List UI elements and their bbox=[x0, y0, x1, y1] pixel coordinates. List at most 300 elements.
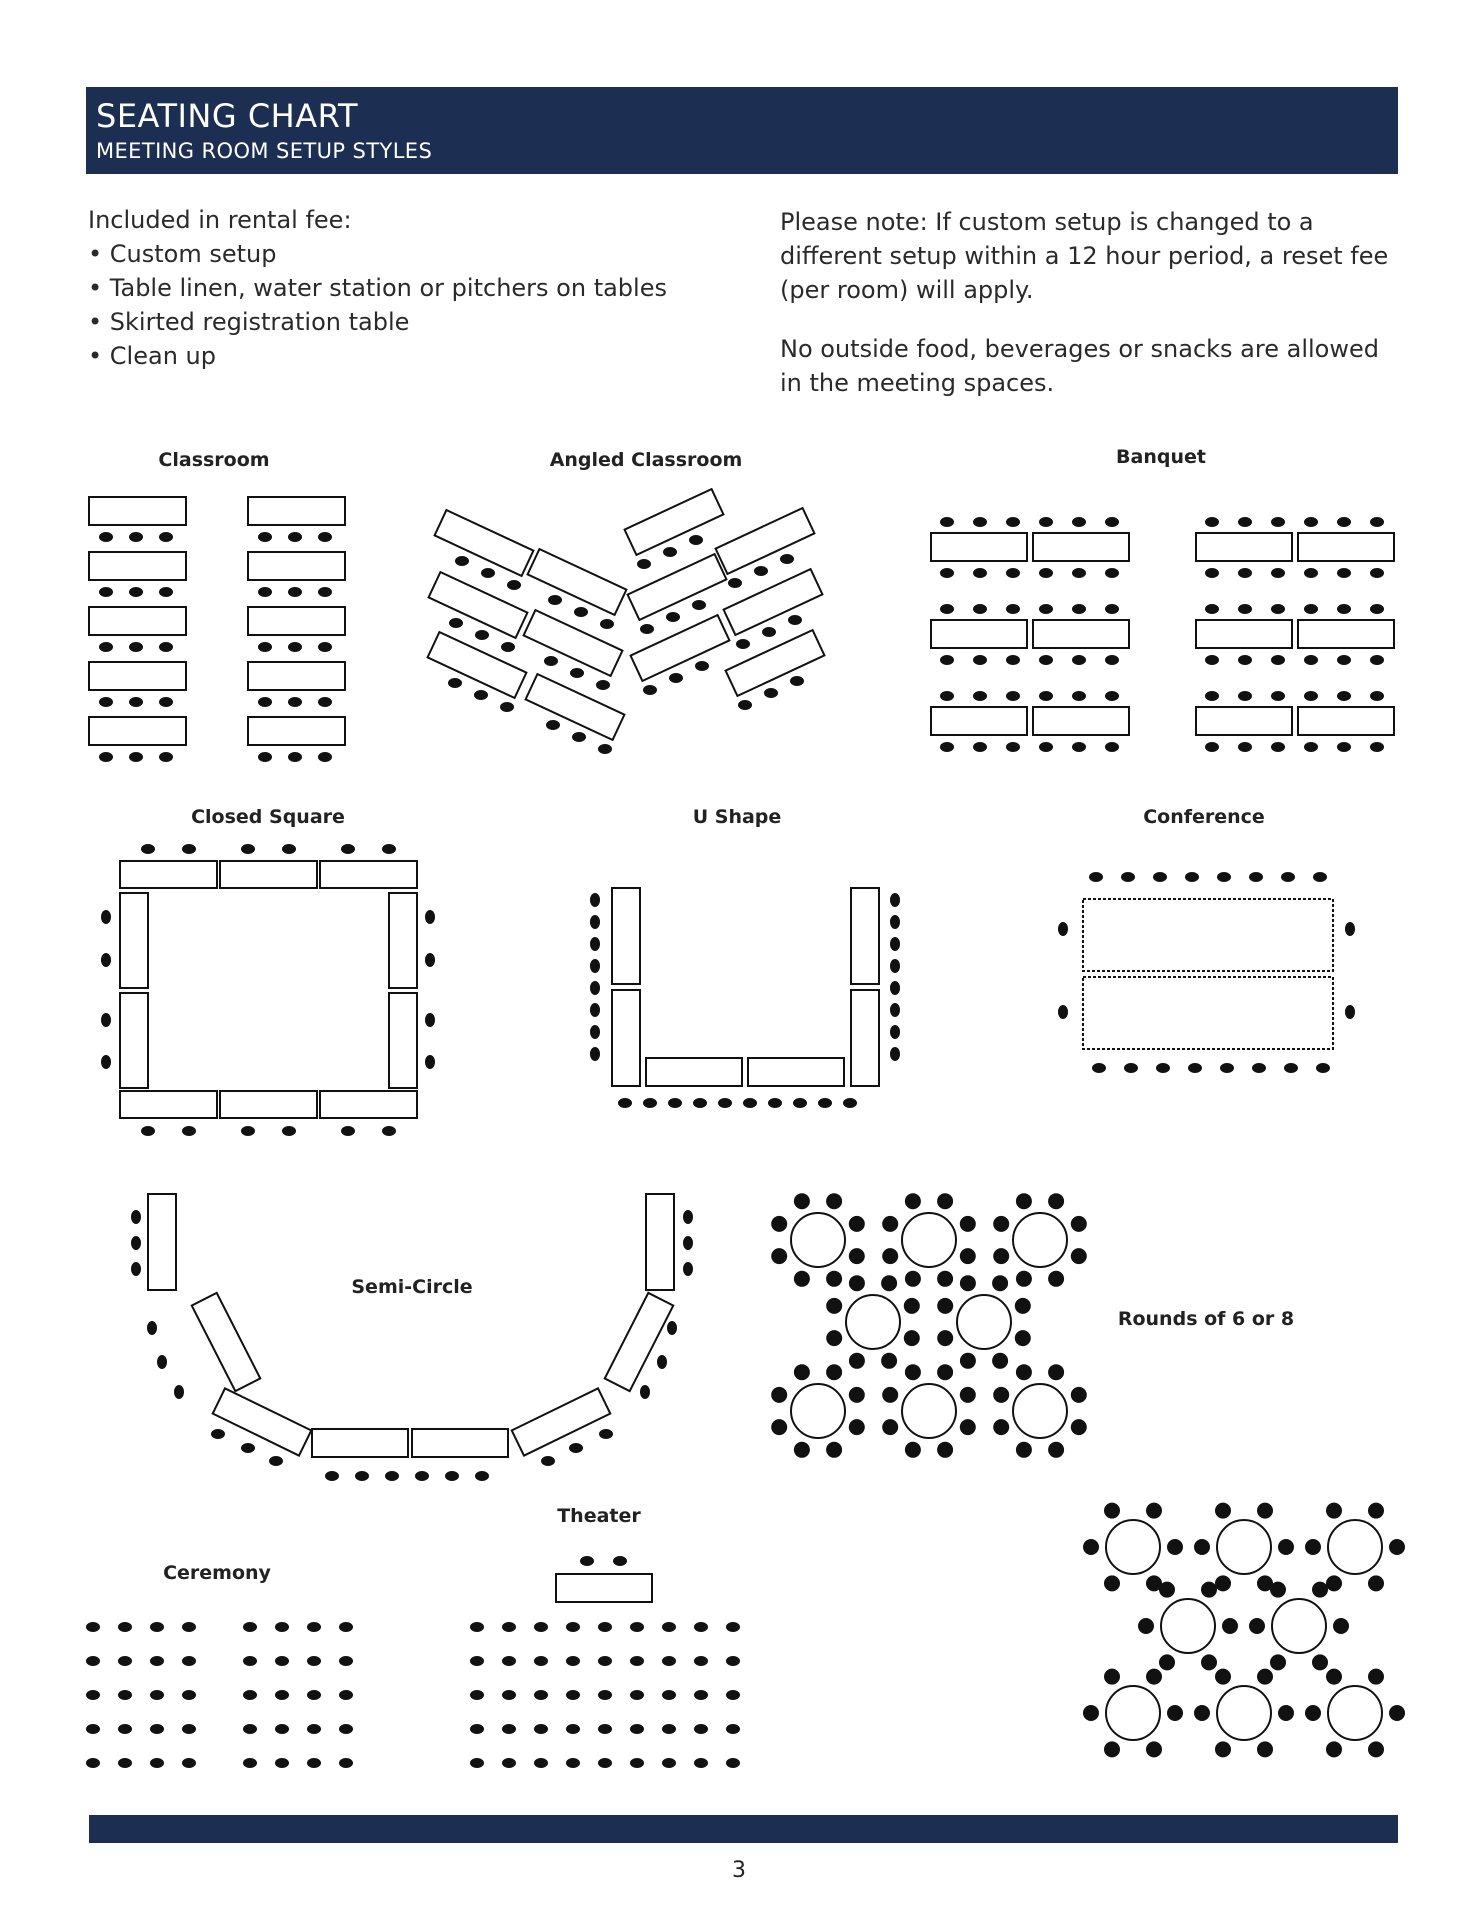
chair bbox=[118, 1690, 132, 1700]
chair bbox=[973, 691, 987, 701]
chair bbox=[1006, 691, 1020, 701]
chair bbox=[546, 720, 560, 730]
chair bbox=[849, 1248, 865, 1264]
chair bbox=[726, 1656, 740, 1666]
chair bbox=[1304, 655, 1318, 665]
chair bbox=[1039, 691, 1053, 701]
chair bbox=[1337, 604, 1351, 614]
chair bbox=[1271, 655, 1285, 665]
chair bbox=[1105, 655, 1119, 665]
chair bbox=[470, 1622, 484, 1632]
chair bbox=[1217, 872, 1231, 882]
chair bbox=[470, 1656, 484, 1666]
chair bbox=[566, 1690, 580, 1700]
chair bbox=[1039, 568, 1053, 578]
chair bbox=[1048, 1271, 1064, 1287]
chair bbox=[826, 1193, 842, 1209]
chair bbox=[1105, 691, 1119, 701]
chair bbox=[1188, 1063, 1202, 1073]
chair bbox=[211, 1429, 225, 1439]
chair bbox=[182, 1622, 196, 1632]
chair bbox=[141, 844, 155, 854]
chair bbox=[993, 1216, 1009, 1232]
table bbox=[748, 1058, 844, 1086]
chair bbox=[1089, 872, 1103, 882]
chair bbox=[1337, 691, 1351, 701]
chair bbox=[182, 1656, 196, 1666]
chair bbox=[630, 1656, 644, 1666]
chair bbox=[1039, 604, 1053, 614]
chair bbox=[940, 517, 954, 527]
chair bbox=[243, 1690, 257, 1700]
table bbox=[851, 888, 879, 984]
chair bbox=[960, 1419, 976, 1435]
chair bbox=[993, 1248, 1009, 1264]
round-table bbox=[1013, 1213, 1067, 1267]
chair bbox=[630, 1622, 644, 1632]
chair bbox=[1281, 872, 1295, 882]
chair bbox=[993, 1419, 1009, 1435]
table bbox=[931, 533, 1027, 561]
chair bbox=[590, 893, 600, 907]
round-table bbox=[1161, 1599, 1215, 1653]
chair bbox=[1313, 872, 1327, 882]
chair bbox=[445, 1471, 459, 1481]
chair bbox=[1389, 1705, 1405, 1721]
chair bbox=[643, 685, 657, 695]
chair bbox=[726, 1758, 740, 1768]
chair bbox=[572, 732, 586, 742]
chair bbox=[258, 642, 272, 652]
chair bbox=[159, 697, 173, 707]
chair bbox=[150, 1724, 164, 1734]
chair bbox=[590, 981, 600, 995]
chair bbox=[905, 1271, 921, 1287]
chair bbox=[318, 587, 332, 597]
chair bbox=[1058, 1005, 1068, 1019]
table bbox=[120, 893, 148, 988]
chair bbox=[1215, 1669, 1231, 1685]
table bbox=[389, 893, 417, 988]
chair bbox=[159, 587, 173, 597]
chair bbox=[890, 1003, 900, 1017]
chair bbox=[590, 937, 600, 951]
chair bbox=[1278, 1705, 1294, 1721]
chair bbox=[99, 532, 113, 542]
chair bbox=[86, 1758, 100, 1768]
chair bbox=[1249, 1618, 1265, 1634]
chair bbox=[339, 1758, 353, 1768]
chair bbox=[1071, 1248, 1087, 1264]
list-item: • Clean up bbox=[88, 339, 667, 373]
rounds-diagram-upper bbox=[771, 1193, 1087, 1458]
chair bbox=[940, 568, 954, 578]
table bbox=[605, 1293, 674, 1391]
chair bbox=[1039, 655, 1053, 665]
chair bbox=[590, 1025, 600, 1039]
chair bbox=[790, 676, 804, 686]
chair bbox=[1337, 517, 1351, 527]
chair bbox=[754, 566, 768, 576]
page-subtitle: MEETING ROOM SETUP STYLES bbox=[96, 139, 433, 163]
chair bbox=[566, 1758, 580, 1768]
chair bbox=[663, 547, 677, 557]
chair bbox=[131, 1236, 141, 1250]
chair bbox=[689, 535, 703, 545]
chair bbox=[118, 1758, 132, 1768]
chair bbox=[1337, 742, 1351, 752]
chair bbox=[574, 607, 588, 617]
chair bbox=[1238, 742, 1252, 752]
chair bbox=[849, 1216, 865, 1232]
chair bbox=[668, 1098, 682, 1108]
table bbox=[851, 990, 879, 1086]
table bbox=[148, 1194, 176, 1290]
banquet-diagram bbox=[931, 517, 1394, 752]
round-table bbox=[1106, 1520, 1160, 1574]
table bbox=[89, 497, 186, 525]
round-table bbox=[1272, 1599, 1326, 1653]
chair bbox=[1370, 691, 1384, 701]
chair bbox=[182, 1758, 196, 1768]
chair bbox=[1006, 517, 1020, 527]
conference-diagram bbox=[1058, 872, 1355, 1073]
table bbox=[220, 861, 317, 888]
chair bbox=[566, 1622, 580, 1632]
chair bbox=[1337, 655, 1351, 665]
chair bbox=[339, 1622, 353, 1632]
chair bbox=[662, 1724, 676, 1734]
chair bbox=[1146, 1669, 1162, 1685]
chair bbox=[960, 1275, 976, 1291]
chair bbox=[794, 1364, 810, 1380]
round-table bbox=[846, 1295, 900, 1349]
chair bbox=[282, 844, 296, 854]
table bbox=[320, 861, 417, 888]
chair bbox=[904, 1298, 920, 1314]
chair bbox=[425, 1055, 435, 1069]
chair bbox=[1238, 691, 1252, 701]
chair bbox=[1326, 1669, 1342, 1685]
chair bbox=[973, 568, 987, 578]
chair bbox=[768, 1098, 782, 1108]
chair bbox=[382, 844, 396, 854]
chair bbox=[1205, 655, 1219, 665]
chair bbox=[449, 618, 463, 628]
chair bbox=[1006, 655, 1020, 665]
chair bbox=[481, 568, 495, 578]
chair bbox=[1083, 1539, 1099, 1555]
chair bbox=[275, 1758, 289, 1768]
chair bbox=[1257, 1503, 1273, 1519]
chair bbox=[590, 1047, 600, 1061]
table bbox=[646, 1194, 674, 1290]
chair bbox=[570, 668, 584, 678]
chair bbox=[425, 1013, 435, 1027]
chair bbox=[667, 1321, 677, 1335]
round-table bbox=[1217, 1686, 1271, 1740]
chair bbox=[590, 915, 600, 929]
chair bbox=[1271, 691, 1285, 701]
chair bbox=[1015, 1330, 1031, 1346]
chair bbox=[905, 1193, 921, 1209]
chair bbox=[695, 661, 709, 671]
chair bbox=[762, 627, 776, 637]
ceremony-label: Ceremony bbox=[163, 1562, 271, 1584]
table bbox=[192, 1293, 261, 1391]
table bbox=[528, 549, 627, 615]
chair bbox=[150, 1656, 164, 1666]
chair bbox=[1071, 1387, 1087, 1403]
chair bbox=[307, 1758, 321, 1768]
chair bbox=[726, 1724, 740, 1734]
chair bbox=[1326, 1575, 1342, 1591]
table bbox=[612, 888, 640, 984]
table bbox=[248, 717, 345, 745]
chair bbox=[1016, 1271, 1032, 1287]
rounds-diagram-lower bbox=[1083, 1503, 1405, 1758]
chair bbox=[1071, 1216, 1087, 1232]
round-table bbox=[1328, 1686, 1382, 1740]
chair bbox=[182, 844, 196, 854]
chair bbox=[1284, 1063, 1298, 1073]
table bbox=[1298, 620, 1394, 648]
chair bbox=[1072, 604, 1086, 614]
chair bbox=[385, 1471, 399, 1481]
chair bbox=[131, 1262, 141, 1276]
chair bbox=[507, 580, 521, 590]
round-table bbox=[957, 1295, 1011, 1349]
chair bbox=[243, 1758, 257, 1768]
chair bbox=[788, 615, 802, 625]
chair bbox=[1006, 568, 1020, 578]
chair bbox=[339, 1690, 353, 1700]
chair bbox=[1205, 517, 1219, 527]
chair bbox=[341, 844, 355, 854]
table bbox=[1033, 620, 1129, 648]
list-item: • Skirted registration table bbox=[88, 305, 667, 339]
chair bbox=[269, 1456, 283, 1466]
chair bbox=[1016, 1193, 1032, 1209]
chair bbox=[882, 1248, 898, 1264]
chair bbox=[382, 1126, 396, 1136]
round-table bbox=[791, 1384, 845, 1438]
closed-square-diagram bbox=[101, 844, 435, 1136]
chair bbox=[288, 587, 302, 597]
chair bbox=[502, 1690, 516, 1700]
chair bbox=[118, 1656, 132, 1666]
chair bbox=[726, 1690, 740, 1700]
chair bbox=[1312, 1654, 1328, 1670]
chair bbox=[470, 1724, 484, 1734]
table bbox=[1196, 533, 1292, 561]
chair bbox=[1092, 1063, 1106, 1073]
table bbox=[1196, 620, 1292, 648]
chair bbox=[905, 1364, 921, 1380]
chair bbox=[448, 678, 462, 688]
chair bbox=[826, 1330, 842, 1346]
chair bbox=[534, 1656, 548, 1666]
round-table bbox=[1217, 1520, 1271, 1574]
chair bbox=[826, 1364, 842, 1380]
chair bbox=[1104, 1503, 1120, 1519]
chair bbox=[598, 1690, 612, 1700]
chair bbox=[1124, 1063, 1138, 1073]
chair bbox=[99, 752, 113, 762]
chair bbox=[1167, 1539, 1183, 1555]
chair bbox=[904, 1330, 920, 1346]
chair bbox=[826, 1442, 842, 1458]
chair bbox=[1305, 1705, 1321, 1721]
chair bbox=[339, 1656, 353, 1666]
table bbox=[1196, 707, 1292, 735]
angled-classroom-diagram bbox=[428, 489, 825, 754]
chair bbox=[1368, 1503, 1384, 1519]
chair bbox=[849, 1419, 865, 1435]
chair bbox=[118, 1622, 132, 1632]
chair bbox=[849, 1353, 865, 1369]
chair bbox=[937, 1364, 953, 1380]
chair bbox=[99, 697, 113, 707]
chair bbox=[318, 752, 332, 762]
chair bbox=[288, 752, 302, 762]
chair bbox=[1370, 604, 1384, 614]
chair bbox=[501, 642, 515, 652]
chair bbox=[241, 1126, 255, 1136]
chair bbox=[600, 619, 614, 629]
chair bbox=[662, 1758, 676, 1768]
chair bbox=[1368, 1575, 1384, 1591]
chair bbox=[182, 1724, 196, 1734]
chair bbox=[1249, 872, 1263, 882]
chair bbox=[643, 1098, 657, 1108]
theater-label: Theater bbox=[557, 1505, 641, 1527]
chair bbox=[1146, 1503, 1162, 1519]
chair bbox=[613, 1556, 627, 1566]
chair bbox=[618, 1098, 632, 1108]
chair bbox=[502, 1758, 516, 1768]
chair bbox=[1105, 604, 1119, 614]
chair bbox=[905, 1442, 921, 1458]
chair bbox=[288, 532, 302, 542]
chair bbox=[771, 1216, 787, 1232]
chair bbox=[475, 630, 489, 640]
chair bbox=[1278, 1539, 1294, 1555]
chair bbox=[159, 532, 173, 542]
table bbox=[412, 1429, 508, 1457]
chair bbox=[590, 959, 600, 973]
chair bbox=[890, 937, 900, 951]
table bbox=[428, 632, 527, 698]
chair bbox=[1156, 1063, 1170, 1073]
chair bbox=[940, 691, 954, 701]
chair bbox=[86, 1622, 100, 1632]
chair bbox=[882, 1387, 898, 1403]
footer-bar bbox=[89, 1815, 1398, 1843]
chair bbox=[318, 642, 332, 652]
chair bbox=[793, 1098, 807, 1108]
chair bbox=[1316, 1063, 1330, 1073]
chair bbox=[150, 1758, 164, 1768]
table bbox=[1298, 707, 1394, 735]
chair bbox=[101, 1013, 111, 1027]
chair bbox=[455, 556, 469, 566]
chair bbox=[940, 655, 954, 665]
chair bbox=[937, 1442, 953, 1458]
chair bbox=[1048, 1193, 1064, 1209]
round-table bbox=[1106, 1686, 1160, 1740]
chair bbox=[683, 1262, 693, 1276]
table bbox=[1033, 533, 1129, 561]
table bbox=[625, 489, 724, 555]
chair bbox=[694, 1656, 708, 1666]
chair bbox=[131, 1210, 141, 1224]
chair bbox=[630, 1690, 644, 1700]
chair bbox=[630, 1724, 644, 1734]
chair bbox=[569, 1443, 583, 1453]
ceremony-diagram bbox=[86, 1622, 353, 1768]
chair bbox=[940, 742, 954, 752]
chair bbox=[1048, 1442, 1064, 1458]
chair bbox=[1326, 1503, 1342, 1519]
angled-classroom-label: Angled Classroom bbox=[549, 449, 743, 471]
chair bbox=[1305, 1539, 1321, 1555]
round-table bbox=[791, 1213, 845, 1267]
chair bbox=[1238, 517, 1252, 527]
chair bbox=[818, 1098, 832, 1108]
table bbox=[120, 993, 148, 1088]
chair bbox=[882, 1216, 898, 1232]
chair bbox=[288, 642, 302, 652]
chair bbox=[657, 1355, 667, 1369]
chair bbox=[425, 953, 435, 967]
semi-circle-label: Semi-Circle bbox=[351, 1276, 473, 1298]
chair bbox=[1201, 1654, 1217, 1670]
chair bbox=[794, 1271, 810, 1287]
chair bbox=[1105, 517, 1119, 527]
table bbox=[512, 1388, 611, 1455]
chair bbox=[307, 1724, 321, 1734]
chair bbox=[694, 1758, 708, 1768]
chair bbox=[1271, 517, 1285, 527]
list-item: • Table linen, water station or pitchers on tables bbox=[88, 271, 667, 305]
chair bbox=[1194, 1705, 1210, 1721]
chair bbox=[1048, 1364, 1064, 1380]
chair bbox=[275, 1690, 289, 1700]
chair bbox=[771, 1419, 787, 1435]
chair bbox=[1304, 517, 1318, 527]
chair bbox=[1167, 1705, 1183, 1721]
chair bbox=[544, 656, 558, 666]
chair bbox=[1222, 1618, 1238, 1634]
chair bbox=[1071, 1419, 1087, 1435]
chair bbox=[1238, 568, 1252, 578]
chair bbox=[693, 1098, 707, 1108]
chair bbox=[566, 1724, 580, 1734]
table bbox=[89, 552, 186, 580]
chair bbox=[1215, 1575, 1231, 1591]
chair bbox=[694, 1690, 708, 1700]
chair bbox=[1072, 655, 1086, 665]
chair bbox=[1194, 1539, 1210, 1555]
chair bbox=[534, 1724, 548, 1734]
chair bbox=[101, 953, 111, 967]
table bbox=[120, 1091, 217, 1118]
chair bbox=[1368, 1741, 1384, 1757]
round-table bbox=[1328, 1520, 1382, 1574]
chair bbox=[960, 1216, 976, 1232]
u-shape-diagram bbox=[590, 888, 900, 1108]
